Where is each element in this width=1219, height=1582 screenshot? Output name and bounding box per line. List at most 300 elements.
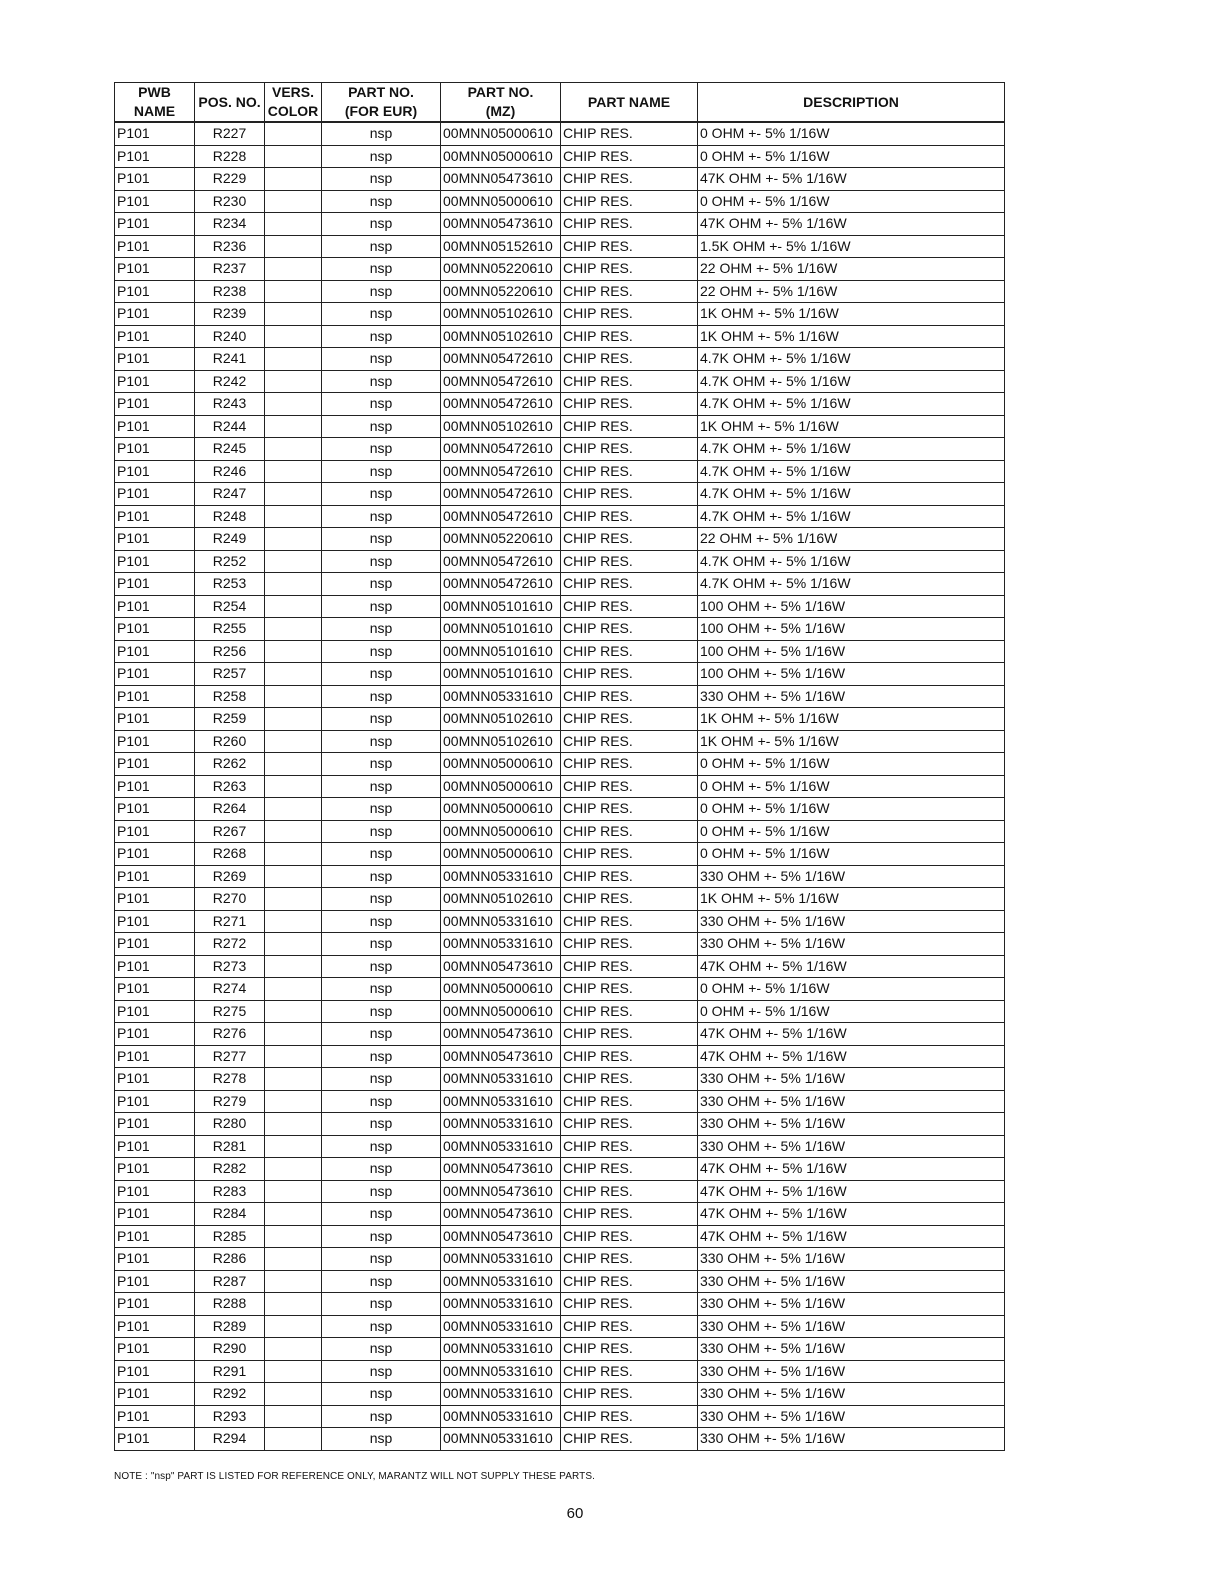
cell-pos-no: R287 — [195, 1270, 265, 1293]
cell-pwb-name: P101 — [115, 1405, 195, 1428]
cell-vers-color — [265, 1180, 322, 1203]
cell-pos-no: R271 — [195, 910, 265, 933]
cell-vers-color — [265, 820, 322, 843]
cell-vers-color — [265, 573, 322, 596]
cell-description: 0 OHM +- 5% 1/16W — [698, 978, 1005, 1001]
cell-part-no-eur: nsp — [322, 1180, 441, 1203]
cell-pwb-name: P101 — [115, 955, 195, 978]
cell-part-no-mz: 00MNN05473610 — [441, 1158, 561, 1181]
cell-part-name: CHIP RES. — [561, 1338, 698, 1361]
cell-pos-no: R242 — [195, 370, 265, 393]
cell-vers-color — [265, 1203, 322, 1226]
cell-pos-no: R286 — [195, 1248, 265, 1271]
cell-vers-color — [265, 1113, 322, 1136]
cell-part-name: CHIP RES. — [561, 798, 698, 821]
cell-pos-no: R236 — [195, 235, 265, 258]
cell-description: 330 OHM +- 5% 1/16W — [698, 1383, 1005, 1406]
cell-part-name: CHIP RES. — [561, 1000, 698, 1023]
cell-description: 1K OHM +- 5% 1/16W — [698, 708, 1005, 731]
cell-vers-color — [265, 1383, 322, 1406]
cell-pwb-name: P101 — [115, 1338, 195, 1361]
cell-pwb-name: P101 — [115, 1248, 195, 1271]
cell-part-no-eur: nsp — [322, 483, 441, 506]
cell-pwb-name: P101 — [115, 933, 195, 956]
cell-part-no-mz: 00MNN05331610 — [441, 865, 561, 888]
table-row — [115, 1383, 1005, 1406]
cell-description: 1K OHM +- 5% 1/16W — [698, 415, 1005, 438]
cell-part-no-eur: nsp — [322, 258, 441, 281]
table-row — [115, 280, 1005, 303]
header-vers-color — [265, 83, 322, 123]
cell-part-no-eur: nsp — [322, 888, 441, 911]
cell-pwb-name: P101 — [115, 1225, 195, 1248]
cell-pos-no: R270 — [195, 888, 265, 911]
cell-description: 4.7K OHM +- 5% 1/16W — [698, 483, 1005, 506]
cell-vers-color — [265, 460, 322, 483]
cell-part-no-mz: 00MNN05101610 — [441, 663, 561, 686]
cell-part-no-eur: nsp — [322, 663, 441, 686]
header-part-name — [561, 83, 698, 123]
cell-part-no-eur: nsp — [322, 1248, 441, 1271]
cell-pwb-name: P101 — [115, 1158, 195, 1181]
cell-description: 100 OHM +- 5% 1/16W — [698, 618, 1005, 641]
cell-part-no-mz: 00MNN05331610 — [441, 910, 561, 933]
table-row — [115, 1270, 1005, 1293]
cell-pwb-name: P101 — [115, 1090, 195, 1113]
cell-part-no-mz: 00MNN05102610 — [441, 730, 561, 753]
table-row — [115, 978, 1005, 1001]
cell-pwb-name: P101 — [115, 190, 195, 213]
table-row — [115, 145, 1005, 168]
cell-part-no-eur: nsp — [322, 640, 441, 663]
cell-part-name: CHIP RES. — [561, 550, 698, 573]
table-row — [115, 1158, 1005, 1181]
cell-part-no-eur: nsp — [322, 1045, 441, 1068]
cell-part-no-mz: 00MNN05472610 — [441, 460, 561, 483]
cell-part-no-mz: 00MNN05331610 — [441, 1248, 561, 1271]
cell-pos-no: R227 — [195, 122, 265, 145]
table-row — [115, 348, 1005, 371]
cell-vers-color — [265, 393, 322, 416]
cell-part-no-mz: 00MNN05102610 — [441, 325, 561, 348]
cell-vers-color — [265, 528, 322, 551]
cell-part-name: CHIP RES. — [561, 528, 698, 551]
cell-pos-no: R252 — [195, 550, 265, 573]
table-row — [115, 415, 1005, 438]
cell-part-name: CHIP RES. — [561, 1135, 698, 1158]
cell-description: 330 OHM +- 5% 1/16W — [698, 1338, 1005, 1361]
cell-part-name: CHIP RES. — [561, 1023, 698, 1046]
cell-description: 4.7K OHM +- 5% 1/16W — [698, 370, 1005, 393]
cell-part-no-mz: 00MNN05473610 — [441, 1045, 561, 1068]
cell-pwb-name: P101 — [115, 1180, 195, 1203]
cell-part-no-mz: 00MNN05473610 — [441, 1225, 561, 1248]
header-vers-line2: COLOR — [267, 103, 319, 119]
table-row — [115, 888, 1005, 911]
table-row — [115, 1000, 1005, 1023]
cell-description: 47K OHM +- 5% 1/16W — [698, 1158, 1005, 1181]
cell-pwb-name: P101 — [115, 775, 195, 798]
cell-part-no-mz: 00MNN05331610 — [441, 1090, 561, 1113]
table-row — [115, 1360, 1005, 1383]
cell-part-no-eur: nsp — [322, 618, 441, 641]
cell-description: 330 OHM +- 5% 1/16W — [698, 865, 1005, 888]
cell-pwb-name: P101 — [115, 595, 195, 618]
cell-description: 100 OHM +- 5% 1/16W — [698, 663, 1005, 686]
cell-part-name: CHIP RES. — [561, 865, 698, 888]
cell-pos-no: R239 — [195, 303, 265, 326]
cell-description: 0 OHM +- 5% 1/16W — [698, 145, 1005, 168]
cell-part-name: CHIP RES. — [561, 910, 698, 933]
cell-vers-color — [265, 1428, 322, 1451]
cell-part-name: CHIP RES. — [561, 1293, 698, 1316]
cell-description: 47K OHM +- 5% 1/16W — [698, 1203, 1005, 1226]
cell-part-no-eur: nsp — [322, 1383, 441, 1406]
cell-part-name: CHIP RES. — [561, 415, 698, 438]
cell-part-no-eur: nsp — [322, 955, 441, 978]
cell-part-no-eur: nsp — [322, 910, 441, 933]
cell-pos-no: R285 — [195, 1225, 265, 1248]
cell-pos-no: R254 — [195, 595, 265, 618]
cell-description: 22 OHM +- 5% 1/16W — [698, 528, 1005, 551]
cell-vers-color — [265, 888, 322, 911]
cell-pwb-name: P101 — [115, 1113, 195, 1136]
cell-pos-no: R263 — [195, 775, 265, 798]
cell-pos-no: R292 — [195, 1383, 265, 1406]
table-row — [115, 213, 1005, 236]
cell-part-no-mz: 00MNN05000610 — [441, 798, 561, 821]
cell-part-name: CHIP RES. — [561, 1158, 698, 1181]
cell-pos-no: R268 — [195, 843, 265, 866]
table-row — [115, 303, 1005, 326]
header-pos-label: POS. NO. — [198, 93, 261, 110]
cell-part-name: CHIP RES. — [561, 1360, 698, 1383]
cell-part-no-eur: nsp — [322, 303, 441, 326]
header-mz-line2: (MZ) — [485, 103, 516, 119]
cell-description: 0 OHM +- 5% 1/16W — [698, 1000, 1005, 1023]
cell-vers-color — [265, 1000, 322, 1023]
header-pwb-line2: NAME — [133, 103, 176, 119]
cell-pwb-name: P101 — [115, 460, 195, 483]
header-pwb-line1: PWB — [138, 84, 171, 100]
cell-part-name: CHIP RES. — [561, 775, 698, 798]
cell-part-name: CHIP RES. — [561, 145, 698, 168]
cell-part-name: CHIP RES. — [561, 730, 698, 753]
cell-pwb-name: P101 — [115, 280, 195, 303]
cell-part-no-eur: nsp — [322, 843, 441, 866]
cell-pwb-name: P101 — [115, 528, 195, 551]
cell-pos-no: R228 — [195, 145, 265, 168]
cell-part-no-mz: 00MNN05102610 — [441, 303, 561, 326]
cell-part-no-mz: 00MNN05220610 — [441, 258, 561, 281]
cell-pwb-name: P101 — [115, 865, 195, 888]
cell-vers-color — [265, 1360, 322, 1383]
cell-description: 330 OHM +- 5% 1/16W — [698, 933, 1005, 956]
cell-part-name: CHIP RES. — [561, 1428, 698, 1451]
cell-part-no-eur: nsp — [322, 505, 441, 528]
cell-description: 330 OHM +- 5% 1/16W — [698, 1248, 1005, 1271]
cell-part-no-eur: nsp — [322, 415, 441, 438]
cell-pos-no: R245 — [195, 438, 265, 461]
cell-description: 1.5K OHM +- 5% 1/16W — [698, 235, 1005, 258]
table-row — [115, 955, 1005, 978]
cell-part-name: CHIP RES. — [561, 618, 698, 641]
cell-pos-no: R241 — [195, 348, 265, 371]
table-row — [115, 730, 1005, 753]
cell-part-no-mz: 00MNN05473610 — [441, 1203, 561, 1226]
cell-part-no-mz: 00MNN05473610 — [441, 1180, 561, 1203]
cell-part-name: CHIP RES. — [561, 303, 698, 326]
cell-part-no-mz: 00MNN05102610 — [441, 415, 561, 438]
cell-part-no-mz: 00MNN05000610 — [441, 753, 561, 776]
cell-part-no-eur: nsp — [322, 325, 441, 348]
cell-description: 100 OHM +- 5% 1/16W — [698, 595, 1005, 618]
cell-description: 22 OHM +- 5% 1/16W — [698, 258, 1005, 281]
cell-part-name: CHIP RES. — [561, 370, 698, 393]
cell-pos-no: R244 — [195, 415, 265, 438]
cell-pos-no: R278 — [195, 1068, 265, 1091]
cell-vers-color — [265, 505, 322, 528]
cell-pwb-name: P101 — [115, 213, 195, 236]
cell-vers-color — [265, 415, 322, 438]
cell-pos-no: R272 — [195, 933, 265, 956]
cell-pwb-name: P101 — [115, 168, 195, 191]
cell-part-no-mz: 00MNN05331610 — [441, 933, 561, 956]
cell-description: 22 OHM +- 5% 1/16W — [698, 280, 1005, 303]
cell-description: 0 OHM +- 5% 1/16W — [698, 798, 1005, 821]
cell-part-no-mz: 00MNN05331610 — [441, 1068, 561, 1091]
cell-vers-color — [265, 978, 322, 1001]
cell-vers-color — [265, 1270, 322, 1293]
cell-pwb-name: P101 — [115, 393, 195, 416]
cell-description: 0 OHM +- 5% 1/16W — [698, 190, 1005, 213]
cell-vers-color — [265, 303, 322, 326]
cell-part-name: CHIP RES. — [561, 235, 698, 258]
cell-description: 0 OHM +- 5% 1/16W — [698, 753, 1005, 776]
cell-vers-color — [265, 1090, 322, 1113]
cell-pwb-name: P101 — [115, 1203, 195, 1226]
cell-part-no-mz: 00MNN05331610 — [441, 685, 561, 708]
cell-description: 4.7K OHM +- 5% 1/16W — [698, 550, 1005, 573]
cell-pos-no: R237 — [195, 258, 265, 281]
cell-part-no-eur: nsp — [322, 933, 441, 956]
cell-part-no-eur: nsp — [322, 1293, 441, 1316]
cell-vers-color — [265, 1068, 322, 1091]
cell-vers-color — [265, 618, 322, 641]
cell-pos-no: R275 — [195, 1000, 265, 1023]
cell-part-name: CHIP RES. — [561, 258, 698, 281]
cell-part-name: CHIP RES. — [561, 1113, 698, 1136]
cell-part-no-eur: nsp — [322, 865, 441, 888]
cell-part-name: CHIP RES. — [561, 708, 698, 731]
cell-vers-color — [265, 955, 322, 978]
cell-pwb-name: P101 — [115, 1000, 195, 1023]
cell-part-no-eur: nsp — [322, 1090, 441, 1113]
table-row — [115, 708, 1005, 731]
cell-part-name: CHIP RES. — [561, 483, 698, 506]
cell-part-no-eur: nsp — [322, 1000, 441, 1023]
header-eur-line1: PART NO. — [348, 84, 414, 100]
table-row — [115, 483, 1005, 506]
table-row — [115, 798, 1005, 821]
cell-vers-color — [265, 1225, 322, 1248]
cell-pwb-name: P101 — [115, 1383, 195, 1406]
cell-part-no-mz: 00MNN05473610 — [441, 955, 561, 978]
header-pwb-name — [115, 83, 195, 123]
cell-pos-no: R234 — [195, 213, 265, 236]
cell-part-no-eur: nsp — [322, 235, 441, 258]
cell-description: 0 OHM +- 5% 1/16W — [698, 820, 1005, 843]
cell-pos-no: R240 — [195, 325, 265, 348]
cell-pos-no: R267 — [195, 820, 265, 843]
cell-part-no-mz: 00MNN05472610 — [441, 348, 561, 371]
cell-part-no-mz: 00MNN05473610 — [441, 213, 561, 236]
cell-part-no-eur: nsp — [322, 730, 441, 753]
cell-pos-no: R257 — [195, 663, 265, 686]
cell-part-name: CHIP RES. — [561, 325, 698, 348]
cell-part-no-eur: nsp — [322, 595, 441, 618]
cell-description: 330 OHM +- 5% 1/16W — [698, 1068, 1005, 1091]
cell-pwb-name: P101 — [115, 1023, 195, 1046]
cell-part-name: CHIP RES. — [561, 1383, 698, 1406]
cell-pos-no: R293 — [195, 1405, 265, 1428]
cell-pos-no: R229 — [195, 168, 265, 191]
cell-pwb-name: P101 — [115, 258, 195, 281]
cell-part-no-eur: nsp — [322, 190, 441, 213]
cell-pos-no: R253 — [195, 573, 265, 596]
cell-vers-color — [265, 595, 322, 618]
cell-description: 330 OHM +- 5% 1/16W — [698, 1135, 1005, 1158]
cell-description: 0 OHM +- 5% 1/16W — [698, 843, 1005, 866]
cell-part-name: CHIP RES. — [561, 888, 698, 911]
cell-vers-color — [265, 708, 322, 731]
cell-pos-no: R279 — [195, 1090, 265, 1113]
cell-part-name: CHIP RES. — [561, 1270, 698, 1293]
cell-part-name: CHIP RES. — [561, 820, 698, 843]
cell-description: 330 OHM +- 5% 1/16W — [698, 1090, 1005, 1113]
cell-description: 100 OHM +- 5% 1/16W — [698, 640, 1005, 663]
header-vers-line1: VERS. — [271, 84, 314, 100]
cell-pos-no: R255 — [195, 618, 265, 641]
cell-part-no-eur: nsp — [322, 122, 441, 145]
cell-part-no-eur: nsp — [322, 1135, 441, 1158]
cell-description: 47K OHM +- 5% 1/16W — [698, 213, 1005, 236]
cell-part-name: CHIP RES. — [561, 1180, 698, 1203]
header-pos-no — [195, 83, 265, 123]
cell-pwb-name: P101 — [115, 685, 195, 708]
cell-pwb-name: P101 — [115, 303, 195, 326]
cell-description: 330 OHM +- 5% 1/16W — [698, 910, 1005, 933]
cell-part-no-mz: 00MNN05000610 — [441, 1000, 561, 1023]
table-row — [115, 258, 1005, 281]
table-row — [115, 1405, 1005, 1428]
cell-vers-color — [265, 370, 322, 393]
cell-vers-color — [265, 348, 322, 371]
cell-part-name: CHIP RES. — [561, 460, 698, 483]
cell-vers-color — [265, 483, 322, 506]
cell-part-name: CHIP RES. — [561, 933, 698, 956]
header-part-name-label: PART NAME — [587, 93, 671, 110]
cell-part-no-mz: 00MNN05472610 — [441, 550, 561, 573]
cell-pwb-name: P101 — [115, 483, 195, 506]
cell-part-no-eur: nsp — [322, 1158, 441, 1181]
table-row — [115, 1068, 1005, 1091]
cell-pos-no: R269 — [195, 865, 265, 888]
cell-pwb-name: P101 — [115, 730, 195, 753]
cell-vers-color — [265, 730, 322, 753]
cell-part-no-eur: nsp — [322, 348, 441, 371]
cell-pwb-name: P101 — [115, 978, 195, 1001]
table-row — [115, 1428, 1005, 1451]
cell-pwb-name: P101 — [115, 798, 195, 821]
cell-part-no-eur: nsp — [322, 753, 441, 776]
table-row — [115, 595, 1005, 618]
table-row — [115, 573, 1005, 596]
cell-pos-no: R238 — [195, 280, 265, 303]
cell-vers-color — [265, 1135, 322, 1158]
cell-pwb-name: P101 — [115, 1315, 195, 1338]
cell-part-no-mz: 00MNN05331610 — [441, 1338, 561, 1361]
cell-description: 4.7K OHM +- 5% 1/16W — [698, 460, 1005, 483]
cell-description: 47K OHM +- 5% 1/16W — [698, 1180, 1005, 1203]
cell-vers-color — [265, 213, 322, 236]
cell-vers-color — [265, 280, 322, 303]
cell-pwb-name: P101 — [115, 1270, 195, 1293]
cell-description: 330 OHM +- 5% 1/16W — [698, 1428, 1005, 1451]
header-description-label: DESCRIPTION — [803, 93, 899, 110]
cell-part-no-eur: nsp — [322, 1113, 441, 1136]
footnote: NOTE : "nsp" PART IS LISTED FOR REFERENCE ONLY, MARANTZ WILL NOT SUPPLY THESE PARTS. — [114, 1471, 595, 1482]
cell-vers-color — [265, 235, 322, 258]
cell-pwb-name: P101 — [115, 1360, 195, 1383]
cell-part-no-mz: 00MNN05102610 — [441, 708, 561, 731]
cell-part-no-mz: 00MNN05331610 — [441, 1293, 561, 1316]
cell-part-no-eur: nsp — [322, 1023, 441, 1046]
cell-part-no-eur: nsp — [322, 685, 441, 708]
cell-pos-no: R288 — [195, 1293, 265, 1316]
cell-part-no-mz: 00MNN05101610 — [441, 640, 561, 663]
cell-pos-no: R291 — [195, 1360, 265, 1383]
cell-description: 47K OHM +- 5% 1/16W — [698, 1045, 1005, 1068]
cell-description: 330 OHM +- 5% 1/16W — [698, 1113, 1005, 1136]
cell-vers-color — [265, 122, 322, 145]
cell-part-name: CHIP RES. — [561, 843, 698, 866]
table-row — [115, 865, 1005, 888]
cell-pos-no: R284 — [195, 1203, 265, 1226]
cell-pos-no: R230 — [195, 190, 265, 213]
cell-part-no-mz: 00MNN05102610 — [441, 888, 561, 911]
table-row — [115, 663, 1005, 686]
cell-pwb-name: P101 — [115, 1045, 195, 1068]
cell-pos-no: R283 — [195, 1180, 265, 1203]
cell-vers-color — [265, 1338, 322, 1361]
cell-part-name: CHIP RES. — [561, 393, 698, 416]
cell-part-no-mz: 00MNN05152610 — [441, 235, 561, 258]
cell-pos-no: R248 — [195, 505, 265, 528]
table-row — [115, 122, 1005, 145]
table-row — [115, 235, 1005, 258]
cell-part-no-mz: 00MNN05473610 — [441, 168, 561, 191]
cell-description: 1K OHM +- 5% 1/16W — [698, 303, 1005, 326]
cell-part-no-eur: nsp — [322, 528, 441, 551]
table-row — [115, 1023, 1005, 1046]
cell-pwb-name: P101 — [115, 370, 195, 393]
cell-part-no-eur: nsp — [322, 708, 441, 731]
cell-description: 330 OHM +- 5% 1/16W — [698, 685, 1005, 708]
cell-pos-no: R277 — [195, 1045, 265, 1068]
cell-vers-color — [265, 258, 322, 281]
table-row — [115, 1203, 1005, 1226]
